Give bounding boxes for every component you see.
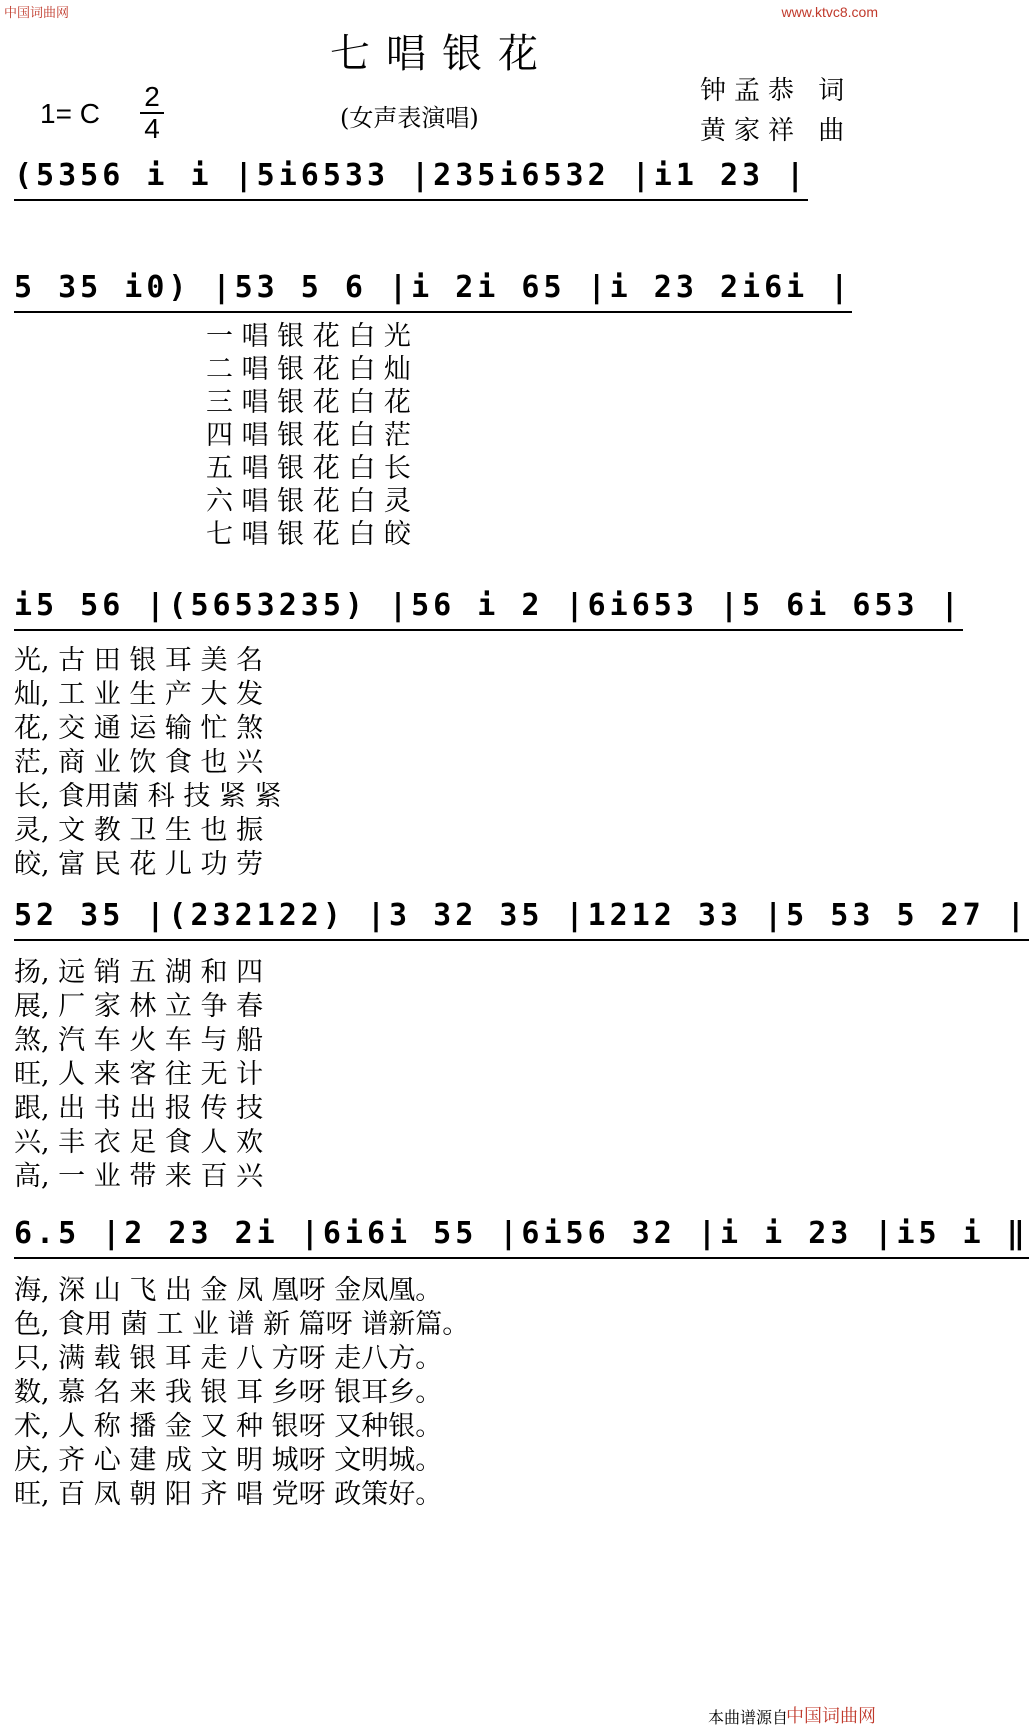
- lyric-line: 高, 一 业 带 来 百 兴: [14, 1161, 264, 1192]
- lyric-line: 一 唱 银 花 白 光: [206, 321, 411, 352]
- lyric-line: 茫, 商 业 饮 食 也 兴: [14, 747, 264, 778]
- lyric-line: 长, 食用菌 科 技 紧 紧: [14, 781, 282, 812]
- lyric-line: 兴, 丰 衣 足 食 人 欢: [14, 1127, 264, 1158]
- song-title: 七唱银花: [330, 31, 554, 77]
- footer-site: 中国词曲网: [786, 1706, 876, 1727]
- music-system-1: [14, 158, 872, 206]
- notation-line-1: (5356 i i |5i6533 |235i6532 |i1 23 |: [14, 158, 808, 201]
- music-system-2: [14, 270, 872, 318]
- lyric-line: 数, 慕 名 来 我 银 耳 乡呀 银耳乡。: [14, 1377, 443, 1408]
- lyric-line: 三 唱 银 花 白 花: [206, 387, 411, 418]
- lyric-line: 扬, 远 销 五 湖 和 四: [14, 957, 264, 988]
- key-signature: 1= C: [40, 98, 100, 129]
- lyric-line: 七 唱 银 花 白 皎: [206, 519, 411, 550]
- performance-style: (女声表演唱): [340, 104, 479, 132]
- lyric-line: 灵, 文 教 卫 生 也 振: [14, 815, 264, 846]
- lyric-line: 皎, 富 民 花 儿 功 劳: [14, 849, 264, 880]
- lyric-line: 六 唱 银 花 白 灵: [206, 486, 411, 517]
- lyric-line: 五 唱 银 花 白 长: [206, 453, 411, 484]
- lyricist-credit: 钟孟恭 词: [700, 76, 853, 106]
- watermark-left: 中国词曲网: [4, 6, 70, 21]
- lyric-line: 二 唱 银 花 白 灿: [206, 354, 411, 385]
- lyric-line: 庆, 齐 心 建 成 文 明 城呀 文明城。: [14, 1445, 443, 1476]
- notation-line-4: 52 35 |(232122) |3 32 35 |1212 33 |5 53 5 27 |: [14, 898, 1029, 941]
- time-signature-top: 2: [144, 81, 160, 112]
- time-signature: [140, 82, 164, 144]
- lyric-line: 跟, 出 书 出 报 传 技: [14, 1093, 264, 1124]
- notation-line-2: 5 35 i0) |53 5 6 |i 2i 65 |i 23 2i6i |: [14, 270, 852, 313]
- watermark-right: www.ktvc8.com: [781, 4, 878, 20]
- lyric-line: 色, 食用 菌 工 业 谱 新 篇呀 谱新篇。: [14, 1309, 470, 1340]
- lyric-line: 旺, 百 凤 朝 阳 齐 唱 党呀 政策好。: [14, 1479, 443, 1510]
- lyric-line: 海, 深 山 飞 出 金 凤 凰呀 金凤凰。: [14, 1275, 443, 1306]
- lyric-line: 花, 交 通 运 输 忙 煞: [14, 713, 264, 744]
- time-signature-bottom: 4: [144, 113, 160, 144]
- lyric-line: 只, 满 载 银 耳 走 八 方呀 走八方。: [14, 1343, 443, 1374]
- composer-credit: 黄家祥 曲: [700, 116, 853, 146]
- music-system-5: [14, 1216, 1029, 1264]
- lyric-line: 展, 厂 家 林 立 争 春: [14, 991, 264, 1022]
- music-system-3: [14, 588, 963, 636]
- lyric-line: 四 唱 银 花 白 茫: [206, 420, 411, 451]
- footer-source: 本曲谱源自: [707, 1708, 788, 1727]
- music-system-4: [14, 898, 1029, 946]
- lyric-line: 灿, 工 业 生 产 大 发: [14, 679, 264, 710]
- notation-line-3: i5 56 |(5653235) |56 i 2 |6i653 |5 6i 653 |: [14, 588, 963, 631]
- notation-line-5: 6.5 |2 23 2i |6i6i 55 |6i56 32 |i i 23 |i5 i ‖: [14, 1216, 1029, 1259]
- lyric-line: 光, 古 田 银 耳 美 名: [14, 645, 264, 676]
- lyric-line: 煞, 汽 车 火 车 与 船: [14, 1025, 264, 1056]
- lyric-line: 旺, 人 来 客 往 无 计: [14, 1059, 264, 1090]
- lyric-line: 术, 人 称 播 金 又 种 银呀 又种银。: [14, 1411, 443, 1442]
